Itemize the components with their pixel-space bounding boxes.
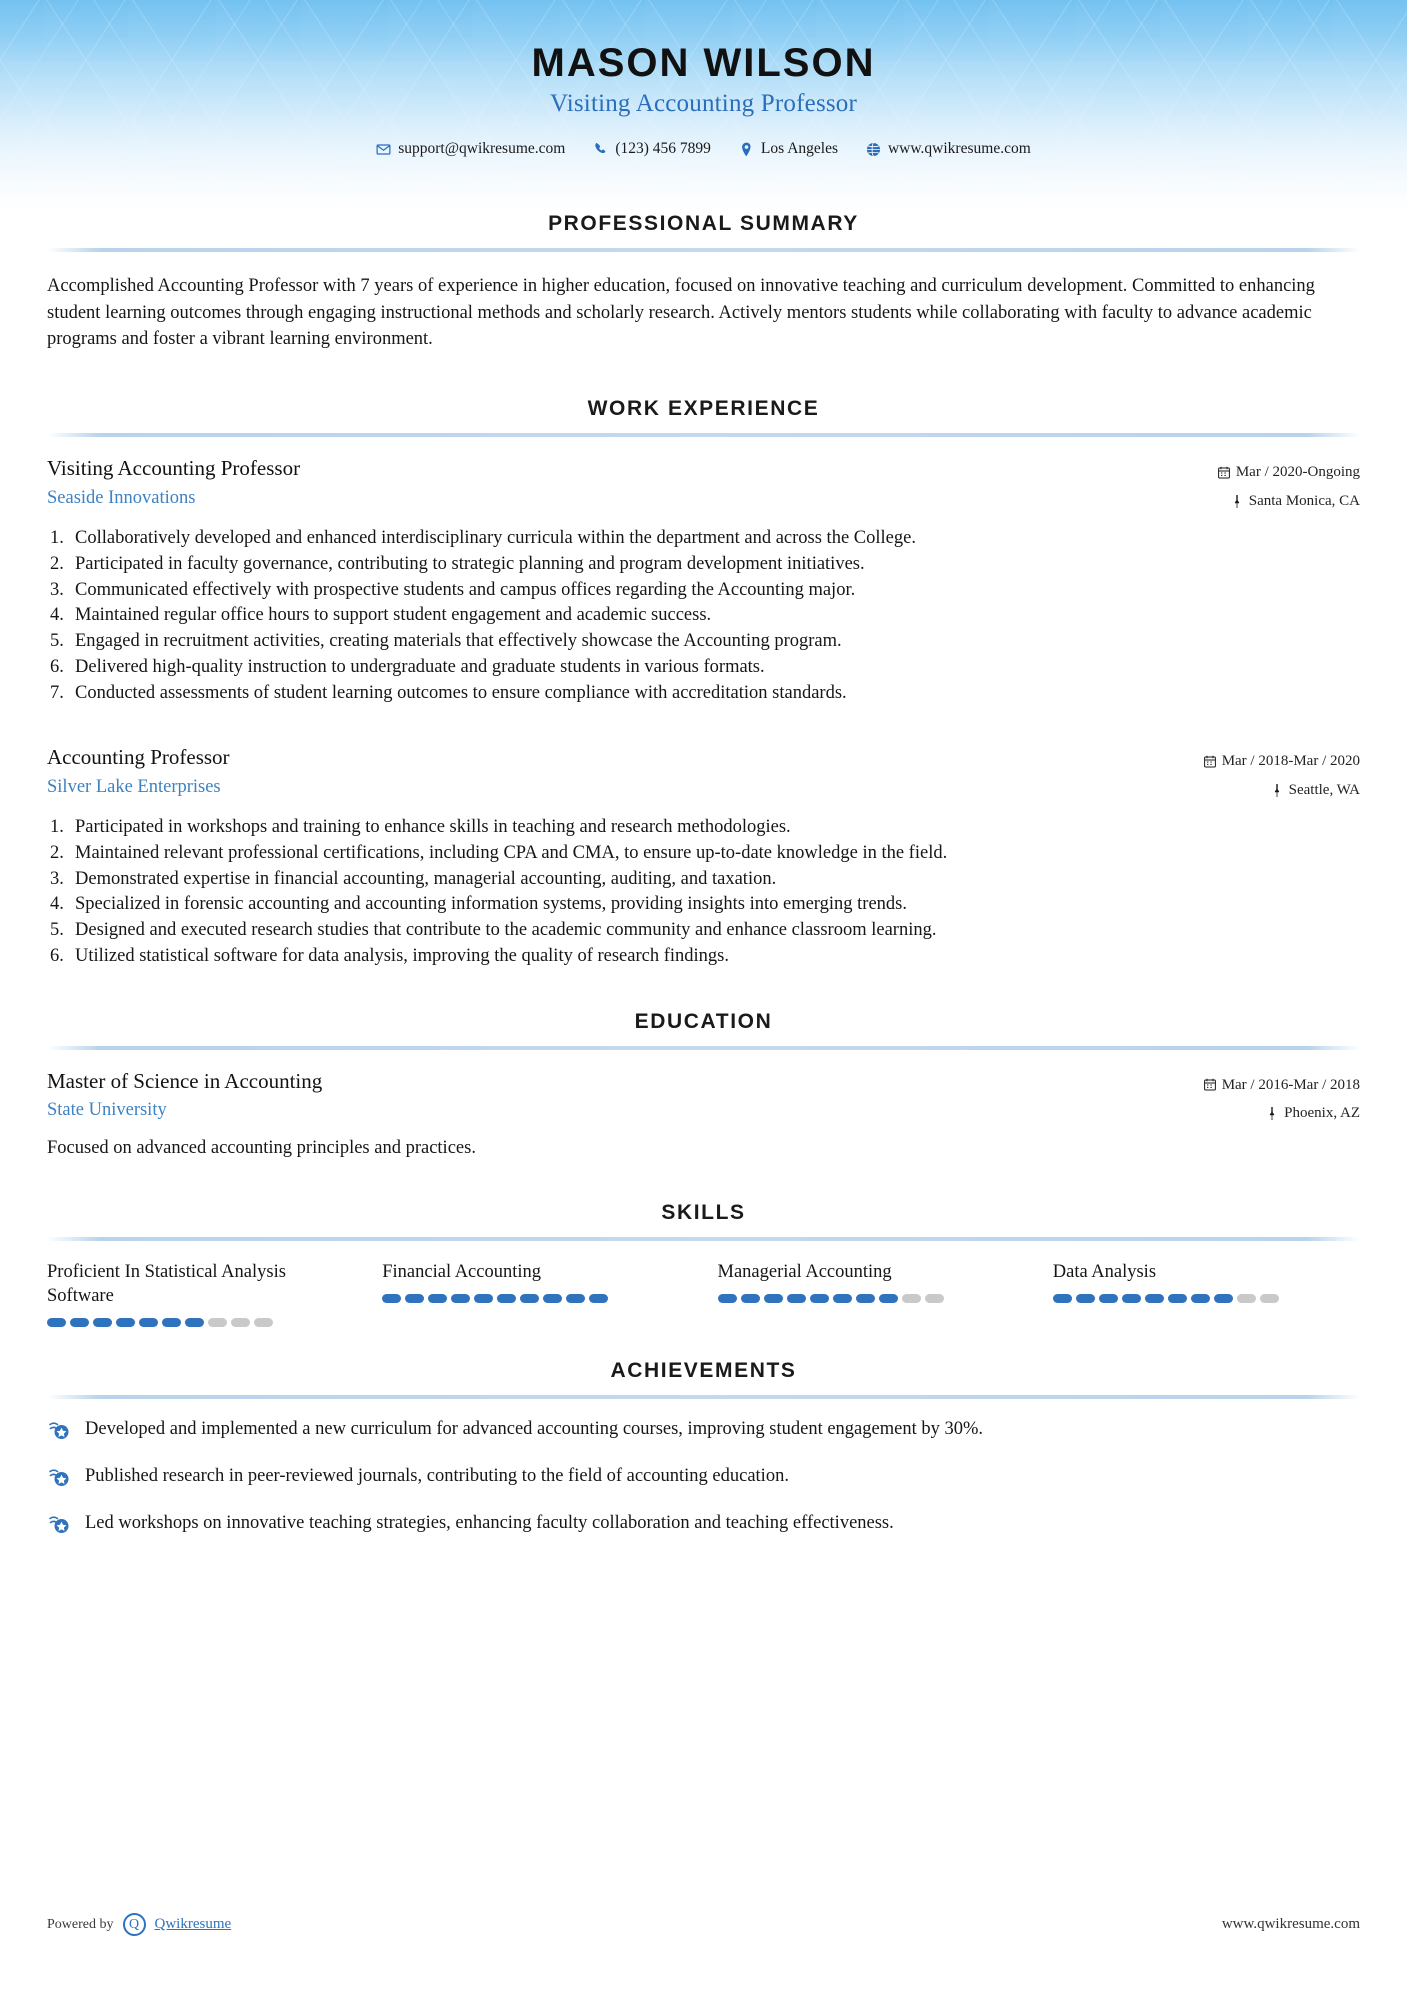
map-marker-icon (1271, 784, 1283, 797)
calendar-icon (1218, 466, 1230, 479)
work-entry (47, 455, 1360, 706)
skill-rating-segment (1168, 1294, 1187, 1303)
skill-rating-segment (93, 1318, 112, 1327)
job-bullet: Participated in workshops and training to enhance skills in teaching and research methodologies. (75, 817, 791, 838)
skill-rating-segment (231, 1318, 250, 1327)
job-bullet: Utilized statistical software for data analysis, improving the quality of research findings. (75, 945, 729, 966)
skill-rating-segment (856, 1294, 875, 1303)
skill-rating-segment (382, 1294, 401, 1303)
contact-location (739, 140, 838, 158)
skill-rating-segment (520, 1294, 539, 1303)
star-badge-icon (47, 1465, 71, 1489)
contact-phone-text: (123) 456 7899 (615, 140, 711, 157)
skill-rating-segment (405, 1294, 424, 1303)
powered-by-label: Powered by (47, 1916, 114, 1932)
globe-icon (866, 142, 881, 157)
candidate-job-title: Visiting Accounting Professor (549, 90, 858, 117)
job-location-text: Seattle, WA (1288, 781, 1360, 798)
degree-title: Master of Science in Accounting (47, 1068, 323, 1093)
job-dates (1218, 458, 1360, 487)
skill-rating-segment (208, 1318, 227, 1327)
job-location-text: Santa Monica, CA (1248, 492, 1360, 509)
powered-by-group (47, 1913, 231, 1936)
education-dates (1204, 1071, 1360, 1100)
contact-info-row (0, 140, 1407, 158)
candidate-name: MASON WILSON (531, 41, 876, 85)
skill-rating-segment (1191, 1294, 1210, 1303)
education-entry (47, 1068, 1360, 1162)
school-name[interactable]: State University (47, 1099, 167, 1120)
skill-rating-segment (925, 1294, 944, 1303)
skill-label: Proficient In Statistical Analysis Software (47, 1262, 286, 1307)
skill-rating-segment (1260, 1294, 1279, 1303)
skill-label: Financial Accounting (382, 1262, 542, 1283)
education-description: Focused on advanced accounting principles and practices. (47, 1137, 476, 1158)
education-dates-text: Mar / 2016-Mar / 2018 (1221, 1076, 1360, 1093)
skill-rating-segment (474, 1294, 493, 1303)
skill-rating-segment (254, 1318, 273, 1327)
job-location (1218, 487, 1360, 516)
section-divider (47, 433, 1360, 437)
job-bullet: Conducted assessments of student learning outcomes to ensure compliance with accreditation standards. (75, 682, 847, 703)
section-title-achievements: ACHIEVEMENTS (610, 1358, 797, 1382)
skill-rating-bar (718, 1294, 1025, 1303)
achievement-text: Published research in peer-reviewed journals, contributing to the field of accounting education. (85, 1465, 789, 1486)
section-work-experience (47, 397, 1360, 969)
map-marker-icon (1231, 495, 1243, 508)
skill-rating-segment (428, 1294, 447, 1303)
skill-rating-segment (1145, 1294, 1164, 1303)
company-name[interactable]: Silver Lake Enterprises (47, 776, 221, 797)
job-title: Visiting Accounting Professor (47, 456, 301, 481)
star-badge-icon (47, 1418, 71, 1442)
section-divider (47, 1395, 1360, 1399)
skill-rating-segment (1099, 1294, 1118, 1303)
education-location-text: Phoenix, AZ (1284, 1105, 1360, 1122)
skill-rating-segment (879, 1294, 898, 1303)
skill-rating-segment (902, 1294, 921, 1303)
contact-website-text: www.qwikresume.com (887, 140, 1031, 157)
job-bullet: Engaged in recruitment activities, creating materials that effectively showcase the Accounting program. (75, 631, 842, 652)
skill-rating-segment (116, 1318, 135, 1327)
skill-rating-segment (185, 1318, 204, 1327)
page-footer (0, 1913, 1407, 1936)
skill-item (718, 1261, 1025, 1303)
skill-rating-segment (741, 1294, 760, 1303)
calendar-icon (1204, 755, 1216, 768)
section-education (47, 1010, 1360, 1162)
section-skills (47, 1201, 1360, 1326)
calendar-icon (1204, 1078, 1216, 1091)
skill-rating-segment (787, 1294, 806, 1303)
skill-rating-segment (162, 1318, 181, 1327)
skill-rating-segment (833, 1294, 852, 1303)
phone-icon (593, 142, 608, 157)
skill-rating-bar (47, 1318, 354, 1327)
achievement-item (47, 1417, 1360, 1442)
skill-item (47, 1261, 354, 1326)
contact-phone[interactable] (593, 140, 711, 158)
footer-website-url[interactable]: www.qwikresume.com (1221, 1916, 1360, 1932)
achievement-item (47, 1511, 1360, 1536)
job-bullet: Maintained regular office hours to support student engagement and academic success. (75, 605, 712, 626)
skill-rating-segment (566, 1294, 585, 1303)
job-location (1204, 776, 1360, 805)
location-pin-icon (739, 142, 754, 157)
skill-rating-segment (718, 1294, 737, 1303)
job-bullet-list (47, 526, 1360, 706)
skill-label: Managerial Accounting (717, 1262, 892, 1283)
section-title-education: EDUCATION (634, 1009, 773, 1033)
section-divider (47, 248, 1360, 252)
section-divider (47, 1046, 1360, 1050)
skill-rating-segment (764, 1294, 783, 1303)
qwikresume-logo-icon: Q (123, 1913, 146, 1936)
skill-item (382, 1261, 689, 1303)
skill-rating-bar (1053, 1294, 1360, 1303)
skill-rating-segment (1237, 1294, 1256, 1303)
job-dates-text: Mar / 2018-Mar / 2020 (1221, 753, 1360, 770)
contact-email[interactable] (376, 140, 565, 158)
skill-rating-segment (810, 1294, 829, 1303)
skill-rating-segment (589, 1294, 608, 1303)
resume-body (0, 212, 1407, 1536)
contact-location-text: Los Angeles (760, 140, 838, 157)
skill-rating-segment (47, 1318, 66, 1327)
skill-rating-bar (382, 1294, 689, 1303)
achievement-text: Developed and implemented a new curriculum for advanced accounting courses, improving student engagement by 30%. (85, 1418, 983, 1439)
skill-rating-segment (70, 1318, 89, 1327)
job-bullet: Maintained relevant professional certifications, including CPA and CMA, to ensure up-to-date knowledge in the field. (75, 843, 948, 863)
star-badge-icon (47, 1512, 71, 1536)
section-title-skills: SKILLS (661, 1201, 746, 1225)
skills-grid (47, 1261, 1360, 1326)
skill-rating-segment (1122, 1294, 1141, 1303)
resume-header-banner (0, 0, 1407, 212)
job-bullet: Demonstrated expertise in financial accounting, managerial accounting, auditing, and taxation. (75, 868, 777, 889)
job-title: Accounting Professor (47, 745, 230, 770)
job-bullet: Designed and executed research studies that contribute to the academic community and enhance classroom learning. (75, 920, 937, 941)
brand-link[interactable]: Qwikresume (154, 1916, 232, 1932)
job-bullet: Participated in faculty governance, contributing to strategic planning and program development initiatives. (75, 554, 865, 575)
achievement-text: Led workshops on innovative teaching strategies, enhancing faculty collaboration and teaching effectiveness. (85, 1512, 894, 1533)
job-bullet: Communicated effectively with prospective students and campus offices regarding the Accounting major. (75, 579, 856, 600)
skill-rating-segment (1214, 1294, 1233, 1303)
section-achievements (47, 1359, 1360, 1536)
achievement-item (47, 1464, 1360, 1489)
job-bullet: Specialized in forensic accounting and accounting information systems, providing insights into emerging trends. (75, 894, 907, 915)
envelope-icon (376, 142, 391, 157)
skill-rating-segment (451, 1294, 470, 1303)
work-entry (47, 744, 1360, 969)
map-marker-icon (1266, 1107, 1278, 1120)
contact-email-text: support@qwikresume.com (398, 140, 566, 157)
skill-rating-segment (497, 1294, 516, 1303)
company-name[interactable]: Seaside Innovations (47, 487, 196, 508)
achievements-list (47, 1417, 1360, 1536)
education-location (1204, 1099, 1360, 1128)
work-entry-header (47, 455, 1360, 515)
summary-paragraph: Accomplished Accounting Professor with 7 years of experience in higher education, focused on innovative teaching and curriculum development. Committed to enhancing student learning outcomes through engaging instructional methods and scholarly research. Actively mentors students while collaborating with faculty to advance academic programs and foster a vibrant learning environment. (47, 276, 1315, 350)
job-dates-text: Mar / 2020-Ongoing (1235, 464, 1360, 481)
skill-rating-segment (543, 1294, 562, 1303)
skill-rating-segment (139, 1318, 158, 1327)
work-entry-header (47, 744, 1360, 804)
skill-item (1053, 1261, 1360, 1303)
job-bullet: Delivered high-quality instruction to undergraduate and graduate students in various formats. (75, 656, 765, 677)
skill-label: Data Analysis (1052, 1262, 1157, 1283)
job-dates (1204, 747, 1360, 776)
section-professional-summary (47, 212, 1360, 353)
section-title-work: WORK EXPERIENCE (587, 397, 820, 421)
contact-website[interactable] (866, 140, 1031, 158)
skill-rating-segment (1053, 1294, 1072, 1303)
skill-rating-segment (1076, 1294, 1095, 1303)
section-title-summary: PROFESSIONAL SUMMARY (548, 212, 859, 235)
education-entry-header (47, 1068, 1360, 1128)
section-divider (47, 1237, 1360, 1241)
job-bullet: Collaboratively developed and enhanced interdisciplinary curricula within the department and across the College. (75, 528, 916, 549)
job-bullet-list (47, 815, 1360, 969)
